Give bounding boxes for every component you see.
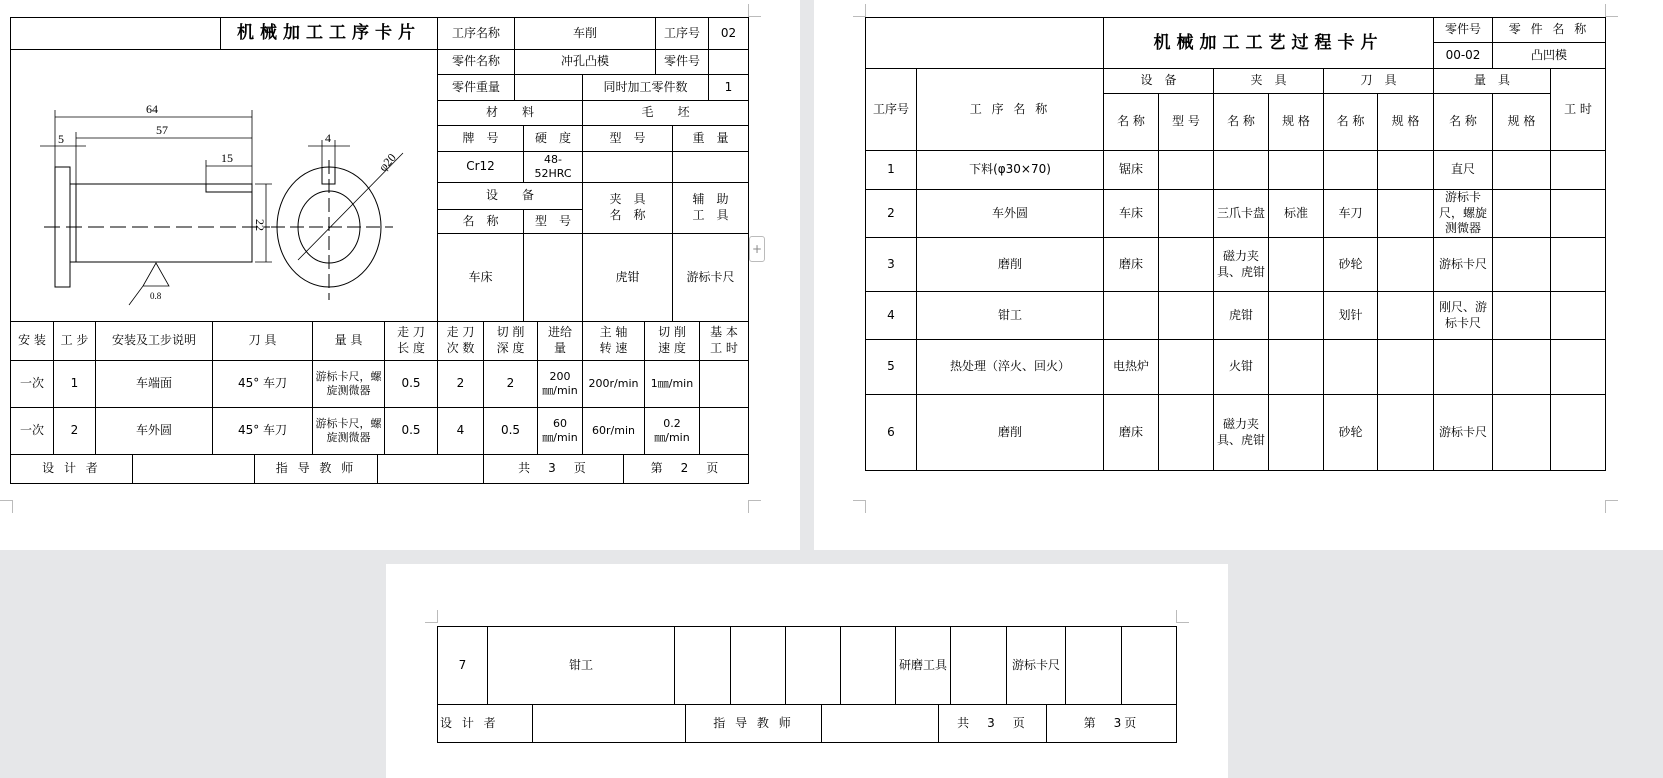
route-cell-text: 3 <box>887 256 895 271</box>
step-cell-text: 游标卡尺，螺旋测微器 <box>315 416 382 444</box>
total-pages <box>938 704 1047 743</box>
step-header-text: 切 削 速 度 <box>658 325 686 355</box>
route-cell <box>1377 150 1434 190</box>
operation-name-header-text: 工 序 名 称 <box>969 101 1051 116</box>
sub-header-text: 规 格 <box>1282 114 1310 129</box>
route-cell-text: 锯床 <box>1118 162 1143 177</box>
route-cell-text: 游标卡尺 <box>1438 256 1487 271</box>
route-cell-text: 2 <box>887 205 895 220</box>
equipment-name-value-text: 车床 <box>468 269 493 284</box>
operation-name-header <box>916 68 1104 151</box>
card-title <box>1103 17 1434 69</box>
part-no-label <box>1433 17 1493 43</box>
designer-value <box>532 704 686 743</box>
step-cell-text: 车端面 <box>135 376 172 391</box>
sub-header-text: 规 格 <box>1507 114 1536 129</box>
route-cell <box>1492 237 1551 292</box>
step-cell-text: 45° 车刀 <box>237 376 288 391</box>
hours-header <box>1550 68 1606 151</box>
step-cell-text: 2 <box>456 376 465 391</box>
step-header-text: 进给 量 <box>547 325 572 355</box>
route-cell <box>895 626 951 705</box>
route-cell <box>1377 339 1434 395</box>
route-cell-text: 磨削 <box>997 256 1022 271</box>
route-cell <box>1492 189 1551 238</box>
part-name-value-text: 凸凹模 <box>1530 47 1567 62</box>
route-cell-text: 研磨工具 <box>898 657 947 672</box>
route-cell <box>916 237 1104 292</box>
crop-mark <box>1605 500 1618 513</box>
equipment-name-label-text: 名 称 <box>462 213 499 228</box>
dim-phi20-label: φ20 <box>375 150 399 175</box>
part-no-value <box>1433 42 1493 69</box>
card-title-text: 机械加工工艺过程卡片 <box>1153 32 1384 53</box>
dim-64-label: 64 <box>146 102 158 116</box>
route-cell-text: 5 <box>887 359 895 374</box>
route-cell <box>1213 150 1269 190</box>
total-pages-text: 共 3 页 <box>518 461 589 476</box>
dim-5-label: 5 <box>58 132 64 146</box>
route-cell <box>865 394 917 471</box>
grade-label-text: 牌 号 <box>462 130 499 145</box>
step-cell-text: 60㎜/min <box>542 416 578 444</box>
route-cell <box>1103 189 1159 238</box>
step-cell-text: 车外圆 <box>135 423 172 438</box>
teacher-value <box>821 704 939 743</box>
route-cell <box>1492 291 1551 340</box>
step-header-text: 切 削 深 度 <box>496 325 525 355</box>
route-cell <box>1268 394 1324 471</box>
route-cell <box>1433 291 1493 340</box>
page-number-text: 第 2 页 <box>650 461 722 476</box>
route-cell-text: 钳工 <box>997 307 1022 322</box>
route-cell <box>1550 339 1606 395</box>
route-cell-text: 虎钳 <box>1228 307 1253 322</box>
route-cell <box>1550 150 1606 190</box>
route-cell <box>916 150 1104 190</box>
crop-mark <box>425 610 438 623</box>
route-cell <box>1377 394 1434 471</box>
route-cell <box>1213 189 1269 238</box>
route-cell <box>1158 150 1214 190</box>
route-cell-text: 三爪卡盘 <box>1216 205 1265 220</box>
route-cell-text: 6 <box>887 424 895 439</box>
step-cell-text: 4 <box>456 423 465 438</box>
part-name-value <box>1492 42 1606 69</box>
route-cell <box>1377 291 1434 340</box>
designer-label-text: 设 计 者 <box>42 461 101 476</box>
step-cell-text: 200㎜/min <box>542 369 578 397</box>
step-cell-text: 2 <box>506 376 515 391</box>
route-cell-text: 磨床 <box>1118 256 1143 271</box>
route-cell <box>1213 394 1269 471</box>
sub-header-text: 名 称 <box>1117 114 1145 129</box>
plus-icon: + <box>751 242 763 256</box>
aux-tool-value-text: 游标卡尺 <box>686 269 735 284</box>
route-cell <box>1492 339 1551 395</box>
step-header-text: 基 本 工 时 <box>710 325 738 355</box>
route-cell-text: 7 <box>458 657 467 672</box>
step-cell-text: 60r/min <box>592 423 635 437</box>
route-cell <box>785 626 841 705</box>
route-cell <box>437 626 488 705</box>
teacher-label-text: 指 导 教 师 <box>713 715 794 730</box>
sub-header <box>1213 93 1269 151</box>
sub-header-text: 名 称 <box>1227 114 1255 129</box>
sub-header <box>1377 93 1434 151</box>
route-cell-text: 车床 <box>1118 205 1143 220</box>
step-cell-text: 0.2㎜/min <box>654 416 690 444</box>
route-cell-text: 热处理（淬火、回火） <box>949 359 1070 374</box>
total-pages-text: 共 3 页 <box>957 715 1028 730</box>
route-cell <box>1433 189 1493 238</box>
route-cell <box>1550 394 1606 471</box>
part-no-label-text: 零件号 <box>1444 22 1481 37</box>
sub-header-text: 名 称 <box>1449 114 1477 129</box>
route-cell <box>1323 394 1378 471</box>
route-cell <box>840 626 896 705</box>
step-header-text: 安装及工步说明 <box>111 333 196 348</box>
equipment-header <box>1103 68 1214 94</box>
route-cell-text: 磁力夹具、虎钳 <box>1216 416 1265 447</box>
part-drawing <box>0 0 800 550</box>
sub-header-text: 型 号 <box>1172 114 1200 129</box>
route-cell-text: 钳工 <box>568 657 593 672</box>
teacher-label <box>685 704 822 743</box>
route-cell <box>1103 237 1159 292</box>
process-name-value-text: 车削 <box>572 25 597 40</box>
route-cell <box>865 291 917 340</box>
route-cell-text: 磁力夹具、虎钳 <box>1216 248 1265 279</box>
route-cell <box>1158 339 1214 395</box>
dimension-lines <box>40 110 272 305</box>
route-cell <box>916 339 1104 395</box>
route-cell-text: 直尺 <box>1450 162 1475 177</box>
designer-label-text: 设 计 者 <box>440 715 499 730</box>
crop-mark <box>1605 4 1618 17</box>
route-cell <box>1377 237 1434 292</box>
equipment-model-label-text: 型 号 <box>534 213 571 228</box>
dim-57-label: 57 <box>156 123 168 137</box>
step-header-text: 量 具 <box>334 333 363 348</box>
dim-4-label: 4 <box>325 131 331 145</box>
part-no-label-text: 零件号 <box>663 54 700 69</box>
route-cell <box>1158 237 1214 292</box>
dim-22-label: 22 <box>253 219 267 231</box>
header-blank <box>865 17 1104 69</box>
step-header-text: 走 刀 长 度 <box>397 325 425 355</box>
route-cell <box>1103 339 1159 395</box>
step-cell-text: 0.5 <box>401 423 421 438</box>
simultaneous-parts-value-text: 1 <box>724 79 733 94</box>
fixture-value-text: 虎钳 <box>615 269 640 284</box>
gauge-header-text: 量 具 <box>1473 73 1510 88</box>
route-cell <box>916 189 1104 238</box>
route-cell <box>1103 150 1159 190</box>
route-cell <box>1268 150 1324 190</box>
route-cell <box>1433 394 1493 471</box>
step-cell-text: 一次 <box>19 423 44 438</box>
sub-header <box>1323 93 1378 151</box>
step-cell-text: 200r/min <box>588 376 639 390</box>
part-name-label-text: 零件名称 <box>451 54 500 69</box>
route-cell-text: 砂轮 <box>1338 256 1363 271</box>
hardness-value-text: 48-52HRC <box>534 152 572 180</box>
route-cell-text: 磨床 <box>1118 424 1143 439</box>
route-cell <box>1006 626 1066 705</box>
step-cell-text: 1 <box>70 376 79 391</box>
sub-header <box>1158 93 1214 151</box>
route-cell <box>1492 150 1551 190</box>
route-cell <box>1377 189 1434 238</box>
step-header-text: 主 轴 转 速 <box>599 325 628 355</box>
weight-label-text: 重 量 <box>692 130 729 145</box>
route-cell-text: 火钳 <box>1228 359 1253 374</box>
tool-header <box>1323 68 1434 94</box>
route-cell-text: 划针 <box>1338 307 1363 322</box>
tool-header-text: 刀 具 <box>1360 73 1397 88</box>
route-cell <box>1268 237 1324 292</box>
step-header-text: 走 刀 次 数 <box>446 325 475 355</box>
step-cell-text: 0.5 <box>401 376 421 391</box>
route-cell <box>1213 291 1269 340</box>
part-name-label <box>1492 17 1606 43</box>
route-cell <box>1158 394 1214 471</box>
step-cell-text: 2 <box>70 423 79 438</box>
route-cell <box>1268 291 1324 340</box>
page-number-text: 第 3页 <box>1083 715 1140 730</box>
part-no-value-text: 00-02 <box>1445 47 1481 62</box>
step-header-text: 安 装 <box>18 333 46 348</box>
card-title-text: 机械加工工序卡片 <box>237 23 421 44</box>
route-cell-text: 砂轮 <box>1338 424 1363 439</box>
step-cell-text: 游标卡尺，螺旋测微器 <box>315 369 382 397</box>
designer-label <box>437 704 533 743</box>
equipment-header-text: 设 备 <box>1140 73 1177 88</box>
shaft-side-view <box>44 167 270 287</box>
page-number <box>1046 704 1177 743</box>
gauge-header <box>1433 68 1551 94</box>
route-cell <box>1268 339 1324 395</box>
route-cell <box>1550 189 1606 238</box>
route-cell <box>865 339 917 395</box>
part-name-label-text: 零 件 名 称 <box>1508 22 1590 37</box>
sub-header-text: 名 称 <box>1336 114 1365 129</box>
dim-15-label: 15 <box>221 151 233 165</box>
step-cell-text: 1㎜/min <box>650 376 694 390</box>
fixture-header <box>1213 68 1324 94</box>
route-cell-text: 磨削 <box>997 424 1022 439</box>
route-cell <box>1550 291 1606 340</box>
hours-header-text: 工 时 <box>1564 101 1592 116</box>
process-no-label-text: 工序号 <box>663 25 700 40</box>
route-cell <box>674 626 731 705</box>
step-header-text: 刀 具 <box>248 333 277 348</box>
process-no-value-text: 02 <box>720 25 737 40</box>
simultaneous-parts-label-text: 同时加工零件数 <box>603 79 688 94</box>
step-cell-text: 一次 <box>19 376 44 391</box>
route-cell <box>730 626 786 705</box>
process-name-label-text: 工序名称 <box>451 25 500 40</box>
step-cell-text: 0.5 <box>500 423 521 438</box>
crop-mark <box>1176 610 1189 623</box>
seq-no-header <box>865 68 917 151</box>
route-cell <box>1323 237 1378 292</box>
sub-header-text: 规 格 <box>1391 114 1420 129</box>
route-cell <box>1550 237 1606 292</box>
crop-mark <box>853 4 866 17</box>
route-cell-text: 车刀 <box>1338 205 1363 220</box>
route-cell-text: 电热炉 <box>1112 359 1149 374</box>
route-cell <box>1103 394 1159 471</box>
route-cell <box>487 626 675 705</box>
route-cell <box>1323 339 1378 395</box>
route-cell-text: 游标卡尺 <box>1438 424 1487 439</box>
route-cell-text: 下料(φ30×70) <box>969 162 1051 177</box>
route-cell-text: 4 <box>887 307 895 322</box>
teacher-label-text: 指 导 教 师 <box>275 461 357 476</box>
route-cell <box>1433 237 1493 292</box>
route-cell <box>1268 189 1324 238</box>
route-cell <box>1103 291 1159 340</box>
sub-header <box>1103 93 1159 151</box>
route-cell <box>950 626 1007 705</box>
route-cell <box>865 237 917 292</box>
roughness-label: 0.8 <box>150 291 162 301</box>
part-weight-label-text: 零件重量 <box>451 79 500 94</box>
sub-header <box>1492 93 1551 151</box>
fixture-header-text: 夹 具 <box>1250 73 1287 88</box>
route-cell-text: 车外圆 <box>991 205 1028 220</box>
route-cell-text: 游标卡尺，螺旋测微器 <box>1438 190 1487 236</box>
part-name-value-text: 冲孔凸模 <box>560 54 609 69</box>
seq-no-header-text: 工序号 <box>872 101 909 116</box>
route-cell-text: 游标卡尺 <box>1011 657 1060 672</box>
grade-value-text: Cr12 <box>466 159 495 174</box>
route-cell <box>1158 189 1214 238</box>
blank-label-text: 毛 坯 <box>641 105 690 120</box>
route-cell-text: 刚尺、游标卡尺 <box>1438 299 1487 330</box>
route-cell <box>1323 291 1378 340</box>
crop-mark <box>853 500 866 513</box>
fixture-label-text: 夹 具 名 称 <box>609 192 646 222</box>
hardness-label-text: 硬 度 <box>534 130 571 145</box>
route-cell <box>1323 150 1378 190</box>
route-cell <box>1433 150 1493 190</box>
route-cell <box>916 394 1104 471</box>
route-cell <box>916 291 1104 340</box>
sub-header <box>1433 93 1493 151</box>
aux-tool-label-text: 辅 助 工 具 <box>692 192 729 222</box>
route-cell <box>1121 626 1177 705</box>
route-cell <box>1213 237 1269 292</box>
route-cell <box>1492 394 1551 471</box>
type-label-text: 型 号 <box>609 130 646 145</box>
route-cell <box>865 189 917 238</box>
step-cell-text: 45° 车刀 <box>237 423 288 438</box>
sub-header <box>1268 93 1324 151</box>
step-header-text: 工 步 <box>60 333 89 348</box>
route-cell-text: 标准 <box>1283 205 1308 220</box>
route-cell <box>1323 189 1378 238</box>
route-cell-text: 1 <box>887 162 895 177</box>
route-cell <box>1065 626 1122 705</box>
route-cell <box>1158 291 1214 340</box>
route-cell <box>1433 339 1493 395</box>
route-cell <box>1213 339 1269 395</box>
route-cell <box>865 150 917 190</box>
equipment-label-text: 设 备 <box>485 188 534 203</box>
material-label-text: 材 料 <box>485 105 534 120</box>
